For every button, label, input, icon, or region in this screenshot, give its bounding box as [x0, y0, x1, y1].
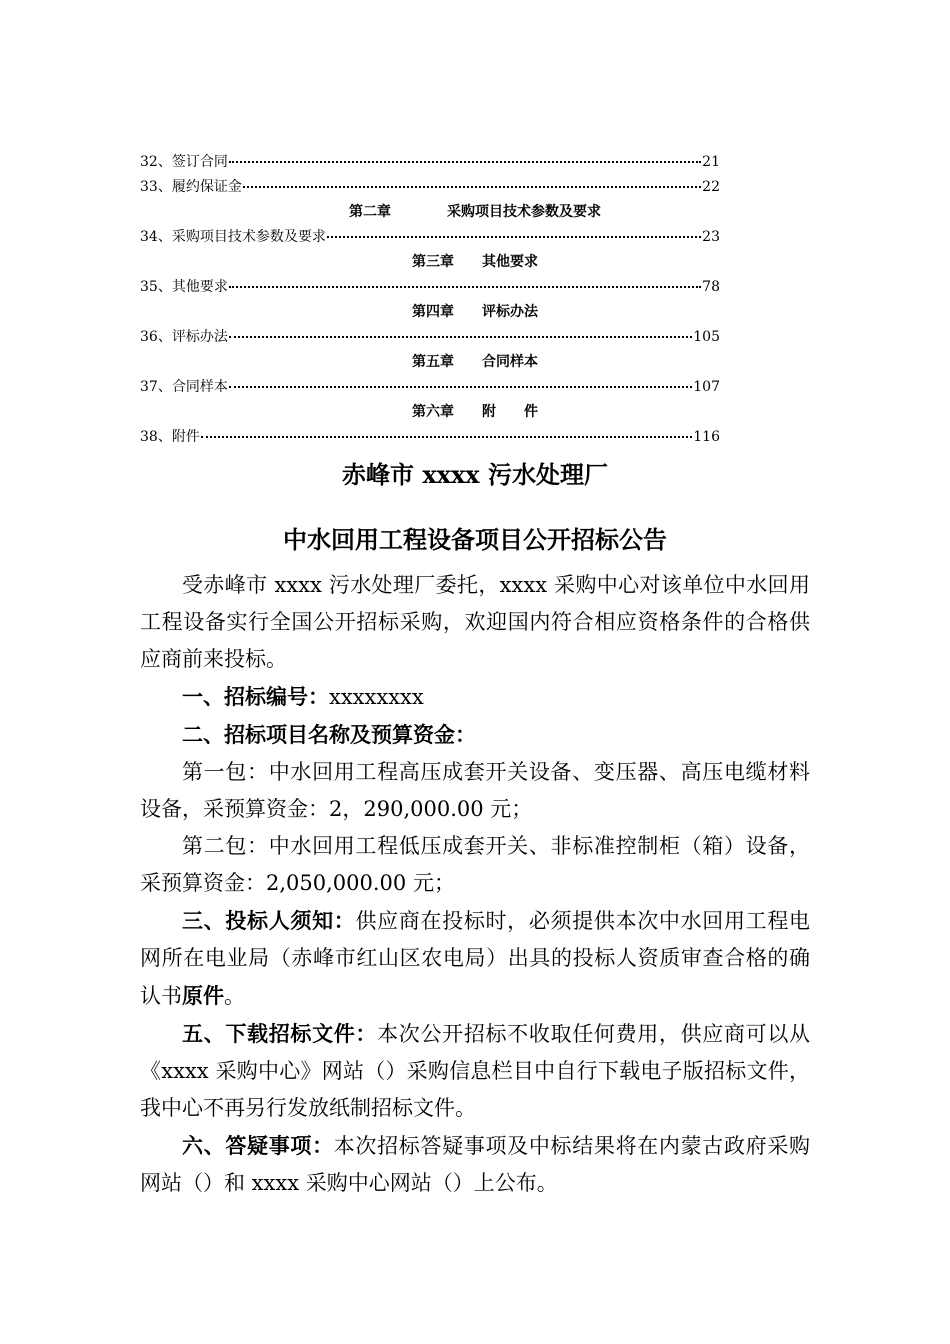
toc-leader-dots: [229, 147, 701, 163]
section-qa: [140, 1127, 810, 1202]
section-label: 六、答疑事项：: [182, 1133, 334, 1158]
section-project-budget: [140, 716, 810, 754]
toc-leader-dots: [327, 222, 701, 238]
toc-chapter-heading: 第五章 合同样本: [412, 354, 538, 370]
toc-entry[interactable]: [140, 225, 720, 250]
toc-leader-dots: [229, 322, 692, 338]
toc-entry[interactable]: [140, 425, 720, 450]
package-2-paragraph: 第二包：中水回用工程低压成套开关、非标准控制柜（箱）设备，采预算资金：2,050,000.00 元；: [140, 834, 810, 895]
toc-entry-label: 37、合同样本: [140, 379, 228, 395]
toc-entry-page: 23: [702, 229, 720, 245]
section-label: 二、招标项目名称及预算资金：: [182, 722, 476, 747]
toc-entry-page: 116: [693, 429, 720, 445]
document-title: 赤峰市 xxxx 污水处理厂: [342, 460, 608, 489]
section-label: 一、招标编号：: [182, 684, 329, 709]
toc-entry-label: 32、签订合同: [140, 154, 228, 170]
toc-leader-dots: [201, 422, 692, 438]
section-text-end: 。: [224, 984, 245, 1008]
toc-chapter-heading: 第四章 评标办法: [412, 304, 538, 320]
toc-entry-page: 21: [702, 154, 720, 170]
toc-entry-page: 105: [693, 329, 720, 345]
toc-entry-label: 36、评标办法: [140, 329, 228, 345]
toc-entry-label: 34、采购项目技术参数及要求: [140, 229, 326, 245]
package-1-paragraph: 第一包：中水回用工程高压成套开关设备、变压器、高压电缆材料设备，采预算资金：2，290,000.00 元；: [140, 760, 810, 821]
section-bid-number: [140, 678, 810, 716]
section-label: 五、下载招标文件：: [182, 1021, 378, 1046]
section-text: 供应商在投标时，必须提供本次中水回用工程电网所在电业局（赤峰市红山区农电局）出具的投标人资质审查合格的确认书: [140, 909, 811, 1008]
section-text: 本次公开招标不收取任何费用，供应商可以从《xxxx 采购中心》网站（）采购信息栏目中自行下载电子版招标文件，我中心不再另行发放纸制招标文件。: [140, 1022, 811, 1120]
table-of-contents: [140, 150, 720, 450]
toc-entry-page: 107: [693, 379, 720, 395]
toc-entry-label: 33、履约保证金: [140, 179, 242, 195]
toc-entry-page: 22: [702, 179, 720, 195]
toc-leader-dots: [229, 272, 701, 288]
emphasis-text: 原件: [182, 983, 224, 1008]
notice-body: [140, 567, 810, 1202]
toc-entry-label: 35、其他要求: [140, 279, 228, 295]
section-label: 三、投标人须知：: [182, 908, 356, 933]
toc-chapter-heading: 第六章 附 件: [412, 404, 538, 420]
toc-entry[interactable]: [140, 275, 720, 300]
bid-number-value: xxxxxxxx: [329, 685, 424, 709]
document-subtitle: 中水回用工程设备项目公开招标公告: [283, 525, 667, 554]
intro-paragraph: 受赤峰市 xxxx 污水处理厂委托，xxxx 采购中心对该单位中水回用工程设备实行全国公开招标采购，欢迎国内符合相应资格条件的合格供应商前来投标。: [140, 573, 810, 671]
toc-leader-dots: [229, 372, 692, 388]
toc-entry[interactable]: [140, 325, 720, 350]
toc-entry[interactable]: [140, 175, 720, 200]
section-bidder-notice: [140, 902, 810, 1015]
toc-entry-label: 38、附件: [140, 429, 200, 445]
toc-leader-dots: [243, 172, 701, 188]
toc-chapter-heading: 第三章 其他要求: [412, 254, 538, 270]
toc-chapter-heading: 第二章 采购项目技术参数及要求: [349, 204, 601, 220]
toc-entry[interactable]: [140, 375, 720, 400]
section-text: 本次招标答疑事项及中标结果将在内蒙古政府采购网站（）和 xxxx 采购中心网站（）上公布。: [140, 1134, 810, 1195]
section-download: [140, 1015, 810, 1127]
toc-entry-page: 78: [702, 279, 720, 295]
